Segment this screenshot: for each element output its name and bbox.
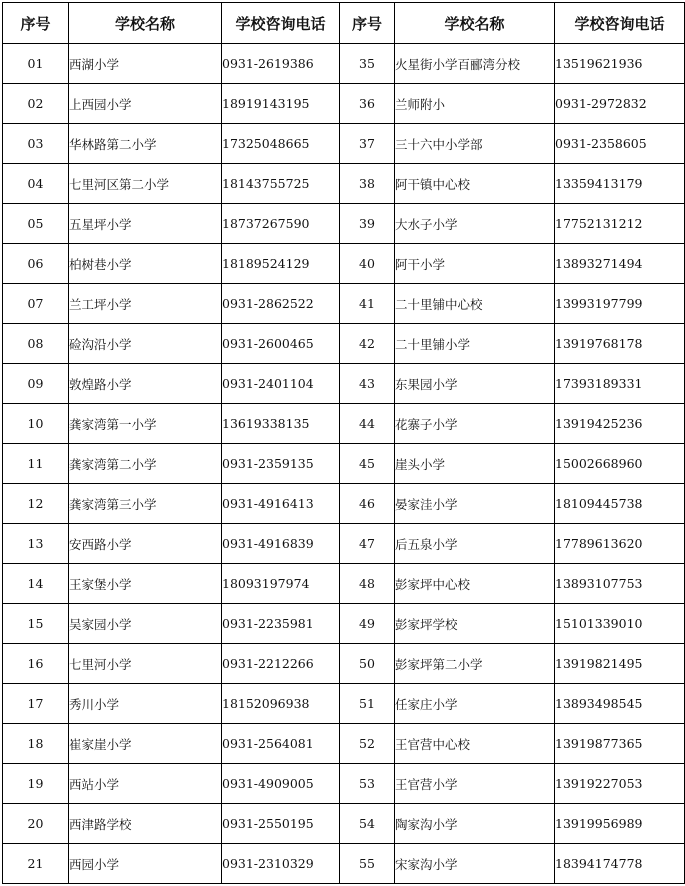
table-row: [3, 564, 685, 604]
serial-cell: 42: [340, 324, 395, 364]
school-phone-cell: 15002668960: [555, 444, 685, 484]
school-name-cell: 花寨子小学: [395, 404, 555, 444]
header-serial: 序号: [3, 3, 69, 44]
table-row: [3, 724, 685, 764]
serial-cell: 49: [340, 604, 395, 644]
school-name-cell: 陶家沟小学: [395, 804, 555, 844]
school-phone-cell: 13893498545: [555, 684, 685, 724]
table-row: [3, 84, 685, 124]
school-phone-cell: 13919821495: [555, 644, 685, 684]
school-name-cell: 三十六中小学部: [395, 124, 555, 164]
serial-cell: 10: [3, 404, 69, 444]
school-name-cell: 龚家湾第一小学: [69, 404, 222, 444]
school-name-cell: 硷沟沿小学: [69, 324, 222, 364]
school-name-cell: 西站小学: [69, 764, 222, 804]
serial-cell: 21: [3, 844, 69, 884]
school-name-cell: 敦煌路小学: [69, 364, 222, 404]
school-name-cell: 吴家园小学: [69, 604, 222, 644]
school-name-cell: 王家堡小学: [69, 564, 222, 604]
serial-cell: 50: [340, 644, 395, 684]
serial-cell: 46: [340, 484, 395, 524]
school-phone-cell: 0931-2862522: [222, 284, 340, 324]
school-name-cell: 阿干镇中心校: [395, 164, 555, 204]
school-phone-cell: 17393189331: [555, 364, 685, 404]
school-name-cell: 七里河区第二小学: [69, 164, 222, 204]
serial-cell: 13: [3, 524, 69, 564]
school-phone-cell: 15101339010: [555, 604, 685, 644]
school-name-cell: 龚家湾第二小学: [69, 444, 222, 484]
table-body: [3, 44, 685, 884]
serial-cell: 03: [3, 124, 69, 164]
header-school-name: 学校名称: [69, 3, 222, 44]
table-row: [3, 284, 685, 324]
serial-cell: 55: [340, 844, 395, 884]
serial-cell: 47: [340, 524, 395, 564]
school-phone-cell: 13359413179: [555, 164, 685, 204]
school-phone-cell: 0931-2310329: [222, 844, 340, 884]
school-phone-cell: 13919768178: [555, 324, 685, 364]
school-name-cell: 彭家坪学校: [395, 604, 555, 644]
serial-cell: 12: [3, 484, 69, 524]
table-row: [3, 444, 685, 484]
school-name-cell: 大水子小学: [395, 204, 555, 244]
school-name-cell: 龚家湾第三小学: [69, 484, 222, 524]
school-phone-cell: 13919227053: [555, 764, 685, 804]
school-phone-cell: 0931-2359135: [222, 444, 340, 484]
serial-cell: 41: [340, 284, 395, 324]
school-phone-cell: 13919425236: [555, 404, 685, 444]
serial-cell: 52: [340, 724, 395, 764]
serial-cell: 15: [3, 604, 69, 644]
table-row: [3, 364, 685, 404]
table-row: [3, 404, 685, 444]
school-phone-cell: 18189524129: [222, 244, 340, 284]
school-phone-cell: 18919143195: [222, 84, 340, 124]
table-row: [3, 684, 685, 724]
table-row: [3, 204, 685, 244]
serial-cell: 44: [340, 404, 395, 444]
serial-cell: 06: [3, 244, 69, 284]
school-contact-table: [2, 2, 685, 884]
serial-cell: 02: [3, 84, 69, 124]
serial-cell: 04: [3, 164, 69, 204]
school-name-cell: 七里河小学: [69, 644, 222, 684]
header-school-name: 学校名称: [395, 3, 555, 44]
school-name-cell: 彭家坪第二小学: [395, 644, 555, 684]
school-phone-cell: 13993197799: [555, 284, 685, 324]
school-name-cell: 西津路学校: [69, 804, 222, 844]
school-name-cell: 二十里铺中心校: [395, 284, 555, 324]
school-name-cell: 西湖小学: [69, 44, 222, 84]
serial-cell: 38: [340, 164, 395, 204]
header-school-phone: 学校咨询电话: [555, 3, 685, 44]
header-serial: 序号: [340, 3, 395, 44]
school-name-cell: 柏树巷小学: [69, 244, 222, 284]
table-row: [3, 124, 685, 164]
school-phone-cell: 0931-4916839: [222, 524, 340, 564]
school-phone-cell: 13893271494: [555, 244, 685, 284]
school-phone-cell: 18093197974: [222, 564, 340, 604]
school-name-cell: 火星街小学百郦湾分校: [395, 44, 555, 84]
school-name-cell: 上西园小学: [69, 84, 222, 124]
school-phone-cell: 18394174778: [555, 844, 685, 884]
school-phone-cell: 0931-2564081: [222, 724, 340, 764]
table-row: [3, 44, 685, 84]
serial-cell: 43: [340, 364, 395, 404]
serial-cell: 35: [340, 44, 395, 84]
school-name-cell: 崔家崖小学: [69, 724, 222, 764]
header-school-phone: 学校咨询电话: [222, 3, 340, 44]
school-phone-cell: 0931-2401104: [222, 364, 340, 404]
school-phone-cell: 0931-2550195: [222, 804, 340, 844]
serial-cell: 19: [3, 764, 69, 804]
school-phone-cell: 18143755725: [222, 164, 340, 204]
school-phone-cell: 13919956989: [555, 804, 685, 844]
serial-cell: 36: [340, 84, 395, 124]
school-phone-cell: 18737267590: [222, 204, 340, 244]
school-phone-cell: 0931-2212266: [222, 644, 340, 684]
school-phone-cell: 17789613620: [555, 524, 685, 564]
school-name-cell: 任家庄小学: [395, 684, 555, 724]
school-phone-cell: 0931-2600465: [222, 324, 340, 364]
header-row: [3, 3, 685, 44]
serial-cell: 08: [3, 324, 69, 364]
table-row: [3, 164, 685, 204]
school-name-cell: 彭家坪中心校: [395, 564, 555, 604]
serial-cell: 37: [340, 124, 395, 164]
serial-cell: 18: [3, 724, 69, 764]
school-name-cell: 阿干小学: [395, 244, 555, 284]
serial-cell: 16: [3, 644, 69, 684]
serial-cell: 05: [3, 204, 69, 244]
table-row: [3, 244, 685, 284]
school-phone-cell: 17752131212: [555, 204, 685, 244]
school-phone-cell: 0931-2972832: [555, 84, 685, 124]
serial-cell: 01: [3, 44, 69, 84]
serial-cell: 09: [3, 364, 69, 404]
table-row: [3, 484, 685, 524]
school-phone-cell: 0931-4909005: [222, 764, 340, 804]
school-name-cell: 王官营小学: [395, 764, 555, 804]
school-phone-cell: 18109445738: [555, 484, 685, 524]
school-name-cell: 秀川小学: [69, 684, 222, 724]
serial-cell: 45: [340, 444, 395, 484]
school-name-cell: 华林路第二小学: [69, 124, 222, 164]
table-row: [3, 324, 685, 364]
school-name-cell: 西园小学: [69, 844, 222, 884]
school-name-cell: 后五泉小学: [395, 524, 555, 564]
school-name-cell: 崖头小学: [395, 444, 555, 484]
serial-cell: 11: [3, 444, 69, 484]
serial-cell: 48: [340, 564, 395, 604]
school-phone-cell: 0931-2235981: [222, 604, 340, 644]
serial-cell: 53: [340, 764, 395, 804]
serial-cell: 51: [340, 684, 395, 724]
school-phone-cell: 17325048665: [222, 124, 340, 164]
table-row: [3, 644, 685, 684]
school-name-cell: 宋家沟小学: [395, 844, 555, 884]
serial-cell: 14: [3, 564, 69, 604]
school-name-cell: 二十里铺小学: [395, 324, 555, 364]
table-row: [3, 604, 685, 644]
school-phone-cell: 13919877365: [555, 724, 685, 764]
school-name-cell: 王官营中心校: [395, 724, 555, 764]
serial-cell: 20: [3, 804, 69, 844]
table-row: [3, 844, 685, 884]
table-row: [3, 804, 685, 844]
serial-cell: 07: [3, 284, 69, 324]
table-row: [3, 764, 685, 804]
school-name-cell: 兰师附小: [395, 84, 555, 124]
school-phone-cell: 18152096938: [222, 684, 340, 724]
school-name-cell: 兰工坪小学: [69, 284, 222, 324]
school-name-cell: 东果园小学: [395, 364, 555, 404]
school-phone-cell: 13893107753: [555, 564, 685, 604]
school-phone-cell: 0931-4916413: [222, 484, 340, 524]
school-phone-cell: 13519621936: [555, 44, 685, 84]
serial-cell: 40: [340, 244, 395, 284]
table-row: [3, 524, 685, 564]
school-phone-cell: 0931-2358605: [555, 124, 685, 164]
serial-cell: 39: [340, 204, 395, 244]
school-phone-cell: 13619338135: [222, 404, 340, 444]
school-phone-cell: 0931-2619386: [222, 44, 340, 84]
school-name-cell: 安西路小学: [69, 524, 222, 564]
school-name-cell: 晏家洼小学: [395, 484, 555, 524]
serial-cell: 17: [3, 684, 69, 724]
school-name-cell: 五星坪小学: [69, 204, 222, 244]
serial-cell: 54: [340, 804, 395, 844]
